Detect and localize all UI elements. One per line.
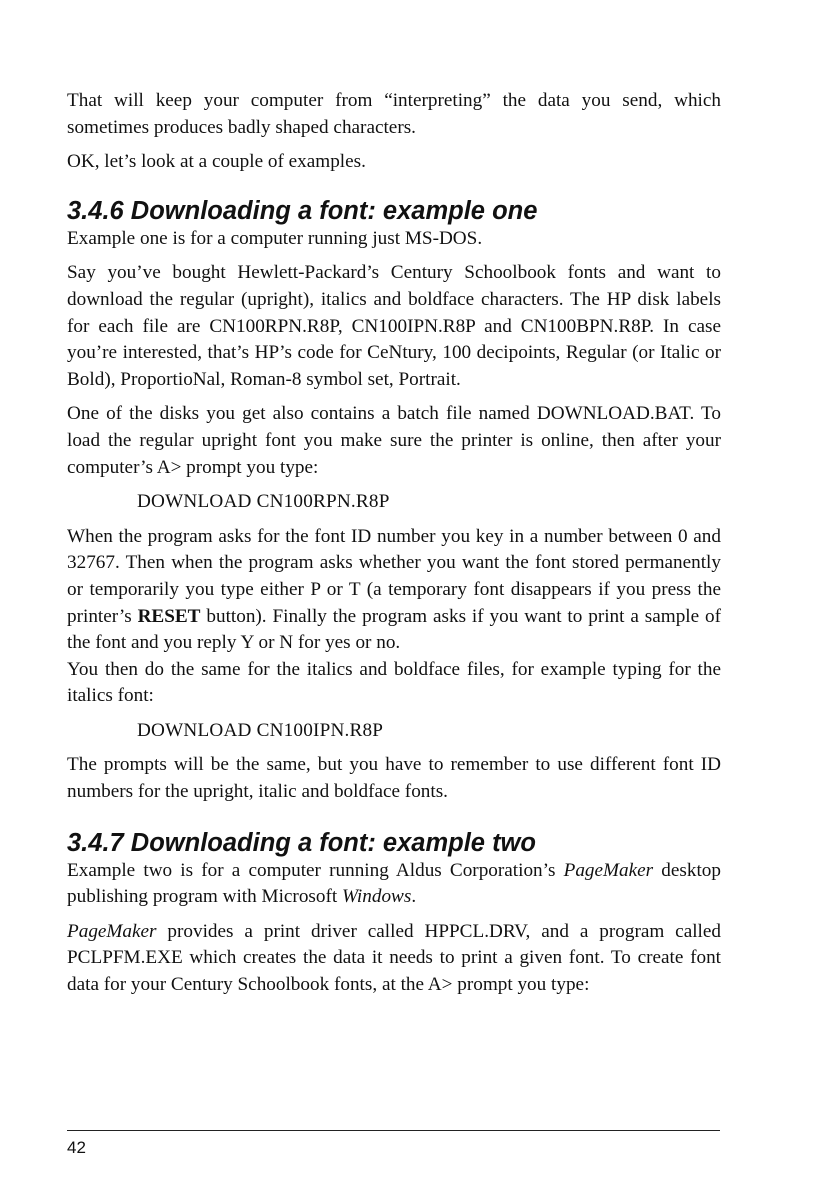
body-paragraph: Say you’ve bought Hewlett-Packard’s Century Schoolbook fonts and want to download the regular (upright), italics and boldface characters. The HP disk labels for each file are CN100RPN.R8P, CN100IPN.R8P and CN100BPN.R8P. In case you’re interested, that’s HP’s code for CeNtury, 100 decipoints, Regular (or Italic or Bold), ProportioNal, Roman-8 symbol set, Portrait. (67, 262, 721, 390)
body-paragraph: The prompts will be the same, but you have to remember to use different font ID numbers for the upright, italic and boldface fonts. (67, 754, 721, 803)
text-run: desktop publishing program with Microsoft (67, 859, 721, 908)
command-line: DOWNLOAD CN100RPN.R8P (137, 491, 390, 513)
footer-rule (67, 1130, 720, 1131)
text-run: When the program asks for the font ID number you key in a number between 0 and 32767. Then when the program asks whether you want the font stored permanently or temporarily you type either P or T (a temporary font disappears if you press the printer’s (67, 525, 721, 627)
text-run: Example two is for a computer running Aldus Corporation’s (67, 859, 564, 881)
body-paragraph: You then do the same for the italics and boldface files, for example typing for the italics font: (67, 658, 721, 707)
product-name: Windows (342, 886, 412, 908)
body-paragraph: Example one is for a computer running just MS-DOS. (67, 227, 483, 249)
body-paragraph: One of the disks you get also contains a batch file named DOWNLOAD.BAT. To load the regular upright font you make sure the printer is online, then after your computer’s A> prompt you type: (67, 403, 721, 478)
section-heading: 3.4.7 Downloading a font: example two (67, 828, 536, 857)
text-run: . (411, 886, 417, 908)
reset-button-label: RESET (137, 605, 201, 627)
command-line: DOWNLOAD CN100IPN.R8P (137, 719, 384, 741)
intro-paragraph: That will keep your computer from “interpreting” the data you send, which sometimes produces badly shaped characters. (67, 90, 721, 138)
intro-paragraph: OK, let’s look at a couple of examples. (67, 151, 366, 173)
section-heading: 3.4.6 Downloading a font: example one (67, 196, 538, 225)
body-paragraph (67, 919, 721, 999)
text-run: button). Finally the program asks if you want to print a sample of the font and you reply Y or N for yes or no. (67, 605, 722, 654)
product-name: PageMaker (563, 859, 654, 881)
page-number: 42 (67, 1138, 86, 1157)
text-run: provides a print driver called HPPCL.DRV, and a program called PCLPFM.EXE which creates the data it needs to print a given font. To create font data for your Century Schoolbook fonts, at the A> prompt you type: (67, 920, 721, 996)
product-name: PageMaker (67, 920, 157, 942)
page-body (67, 88, 721, 999)
body-paragraph (67, 858, 721, 911)
body-paragraph (67, 524, 721, 657)
